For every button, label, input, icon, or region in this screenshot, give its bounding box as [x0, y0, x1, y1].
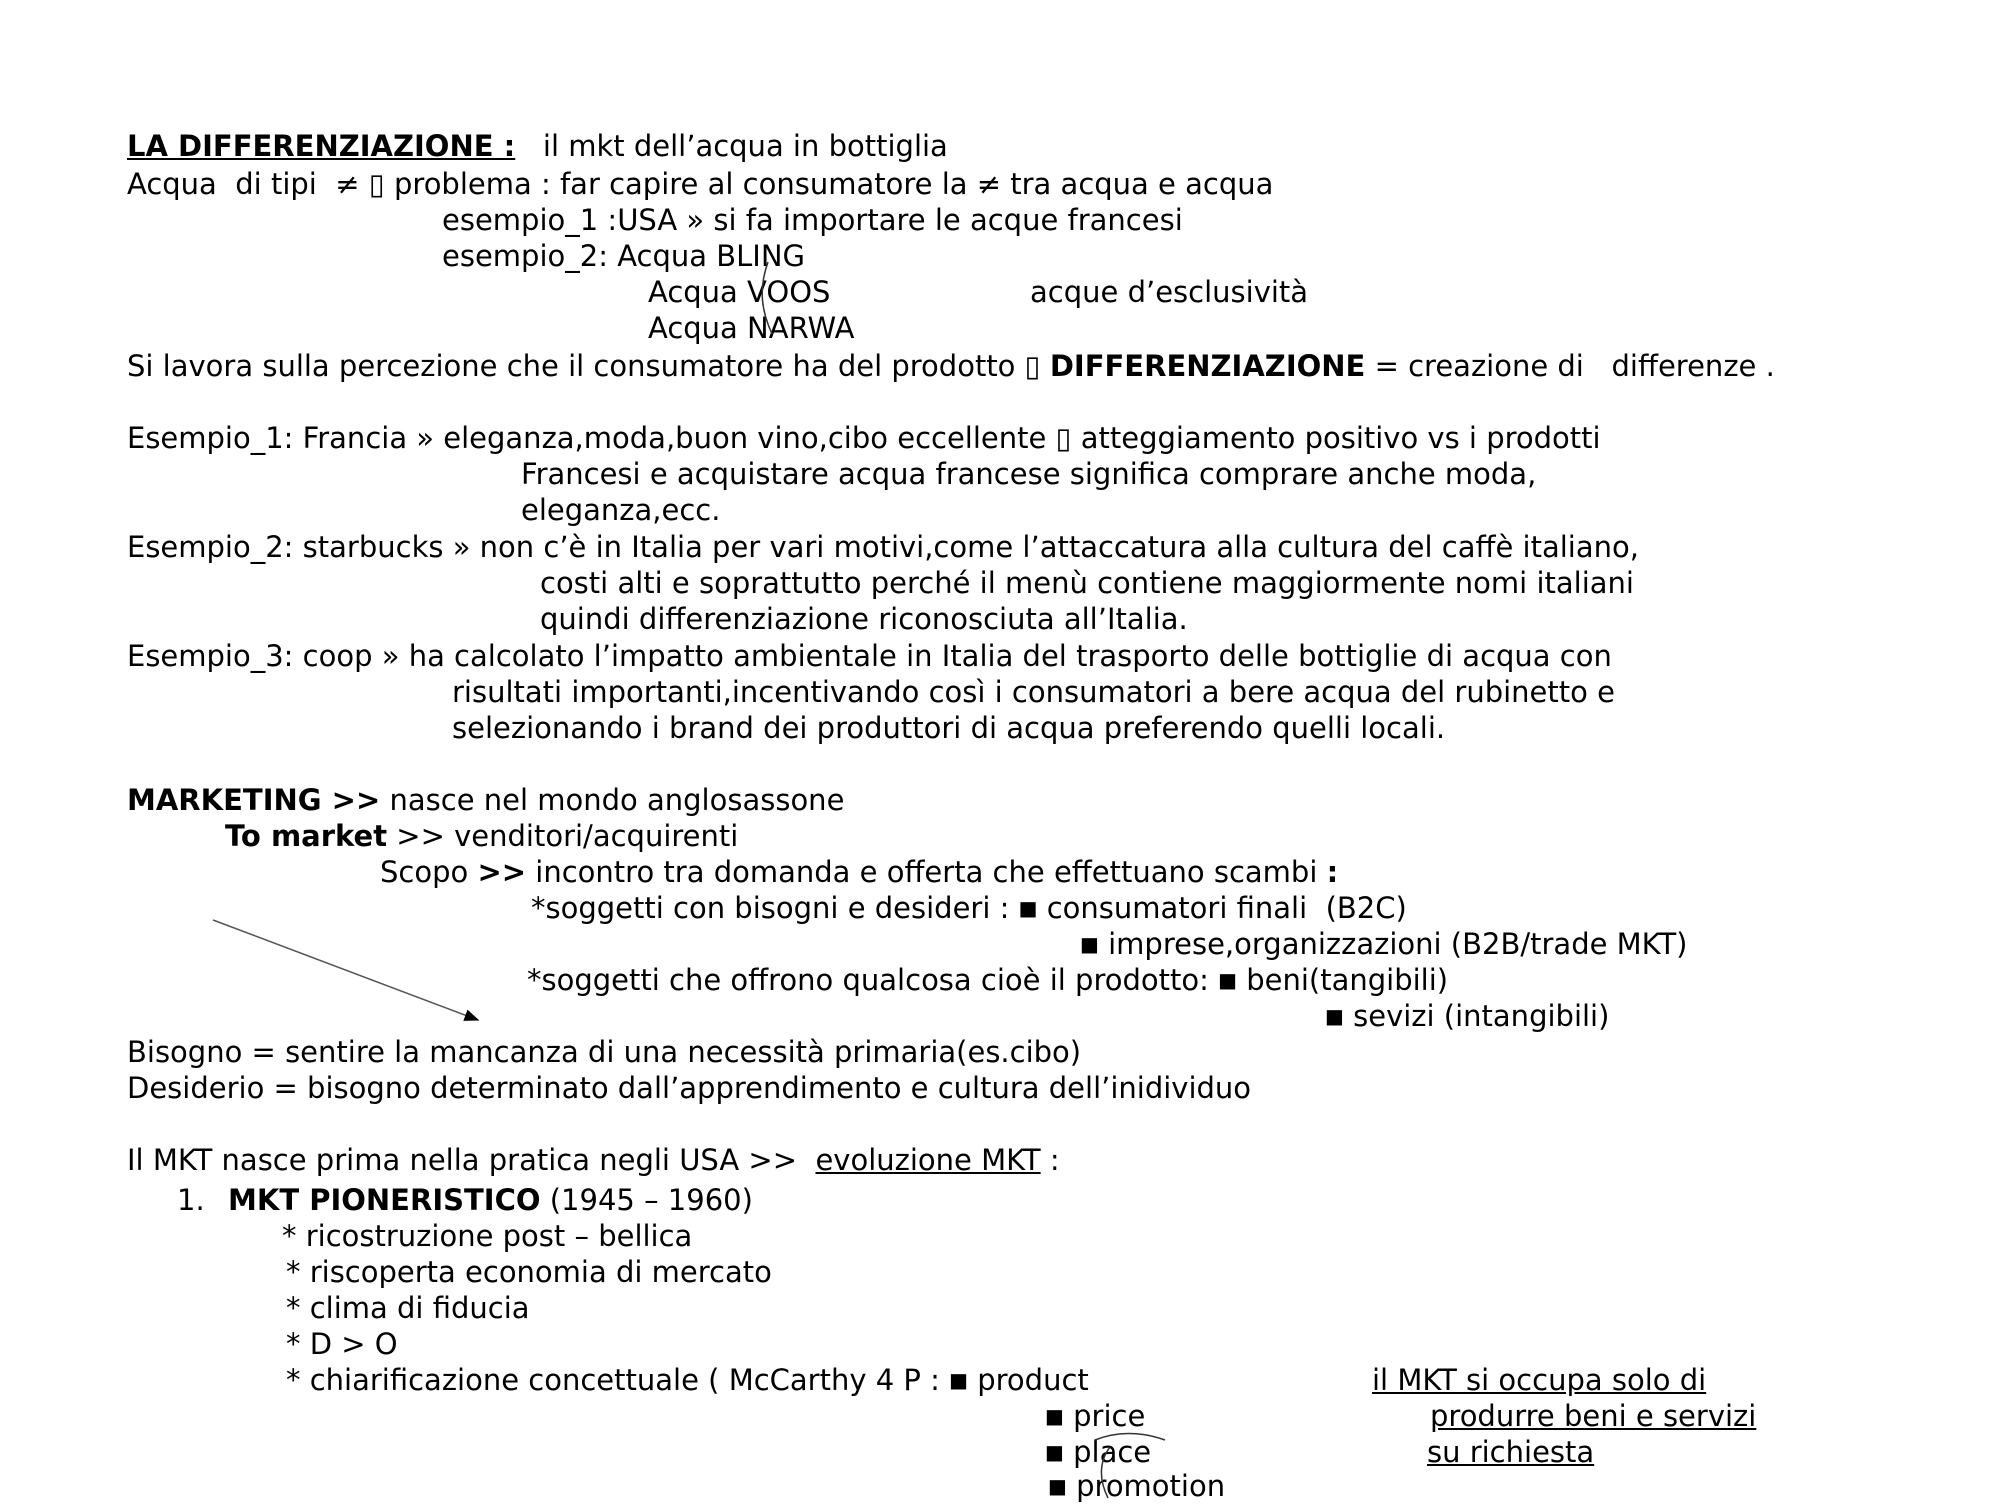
bullet-square: ■ — [1018, 896, 1038, 920]
doc-line: Si lavora sulla percezione che il consumatore ha del prodotto ▯ DIFFERENZIAZIONE = creazione di differenze . — [127, 349, 1775, 383]
doc-line: esempio_2: Acqua BLING — [442, 239, 806, 273]
bullet-square: ■ — [1325, 1004, 1344, 1028]
doc-line: ■ imprese,organizzazioni (B2B/trade MKT) — [1080, 927, 1688, 961]
doc-line: MARKETING >> nasce nel mondo anglosassone — [127, 783, 845, 817]
doc-line: Scopo >> incontro tra domanda e offerta che effettuano scambi : — [380, 855, 1339, 889]
doc-line: risultati importanti,incentivando così i consumatori a bere acqua del rubinetto e — [452, 675, 1615, 709]
doc-line: Il MKT nasce prima nella pratica negli USA >> evoluzione MKT : — [127, 1143, 1060, 1177]
side-note: il MKT si occupa solo di — [1372, 1363, 1707, 1397]
doc-line: *soggetti con bisogni e desideri : ■ consumatori finali (B2C) — [531, 891, 1407, 925]
doc-line: esempio_1 :USA » si fa importare le acque francesi — [442, 203, 1183, 237]
bullet-square: ■ — [1045, 1404, 1064, 1428]
doc-line: Desiderio = bisogno determinato dall’apprendimento e cultura dell’inidividuo — [127, 1071, 1252, 1105]
doc-line: Esempio_2: starbucks » non c’è in Italia per vari motivi,come l’attaccatura alla cultura del caffè italiano, — [127, 530, 1639, 564]
doc-line: Francesi e acquistare acqua francese significa comprare anche moda, — [521, 457, 1537, 491]
doc-line: * ricostruzione post – bellica — [282, 1219, 693, 1253]
side-note: produrre beni e servizi — [1430, 1399, 1757, 1433]
doc-line: * clima di fiducia — [286, 1291, 530, 1325]
bullet-square: ■ — [1048, 1474, 1067, 1498]
brace-stroke — [1095, 1434, 1165, 1498]
doc-line: eleganza,ecc. — [521, 493, 721, 527]
doc-line: To market >> venditori/acquirenti — [225, 819, 739, 853]
doc-line: Bisogno = sentire la mancanza di una necessità primaria(es.cibo) — [127, 1035, 1082, 1069]
bullet-square: ■ — [1218, 968, 1238, 992]
doc-line: ■ sevizi (intangibili) — [1325, 999, 1610, 1033]
doc-line: *soggetti che offrono qualcosa cioè il prodotto: ■ beni(tangibili) — [527, 963, 1449, 997]
doc-line: costi alti e soprattutto perché il menù contiene maggiormente nomi italiani — [540, 566, 1634, 600]
brace-stroke — [762, 262, 772, 334]
doc-line: Esempio_1: Francia » eleganza,moda,buon vino,cibo eccellente ▯ atteggiamento positivo vs i prodotti — [127, 421, 1601, 455]
doc-line: quindi differenziazione riconosciuta all’Italia. — [540, 602, 1188, 636]
bullet-square: ■ — [1045, 1440, 1064, 1464]
doc-title-subject: il mkt dell’acqua in bottiglia — [542, 129, 948, 163]
box-glyph: ▯ — [1055, 421, 1072, 455]
list-item-number: 1. — [177, 1183, 205, 1217]
side-note: su richiesta — [1427, 1435, 1595, 1469]
doc-line: * riscoperta economia di mercato — [286, 1255, 772, 1289]
doc-line: ■ place — [1045, 1435, 1152, 1469]
doc-line: Acqua di tipi ≠ ▯ problema : far capire al consumatore la ≠ tra acqua e acqua — [127, 167, 1274, 201]
doc-line: * chiarificazione concettuale ( McCarthy 4 P : ■ product — [286, 1363, 1089, 1397]
doc-line: ■ price — [1045, 1399, 1146, 1433]
doc-note: acque d’esclusività — [1030, 275, 1309, 309]
doc-line: Esempio_3: coop » ha calcolato l’impatto ambientale in Italia del trasporto delle bottiglie di acqua con — [127, 639, 1612, 673]
doc-title: LA DIFFERENZIAZIONE : — [127, 129, 516, 163]
box-glyph: ▯ — [1024, 349, 1041, 383]
doc-line: * D > O — [286, 1327, 398, 1361]
bullet-square: ■ — [1080, 932, 1099, 956]
list-item: MKT PIONERISTICO (1945 – 1960) — [228, 1183, 753, 1217]
arrow-line — [213, 920, 478, 1020]
doc-line: ■ promotion — [1048, 1469, 1226, 1503]
box-glyph: ▯ — [368, 167, 385, 201]
bullet-square: ■ — [949, 1368, 968, 1392]
doc-line: Acqua NARWA — [648, 311, 855, 345]
doc-line: selezionando i brand dei produttori di acqua preferendo quelli locali. — [452, 711, 1446, 745]
doc-line: Acqua VOOS — [648, 275, 831, 309]
